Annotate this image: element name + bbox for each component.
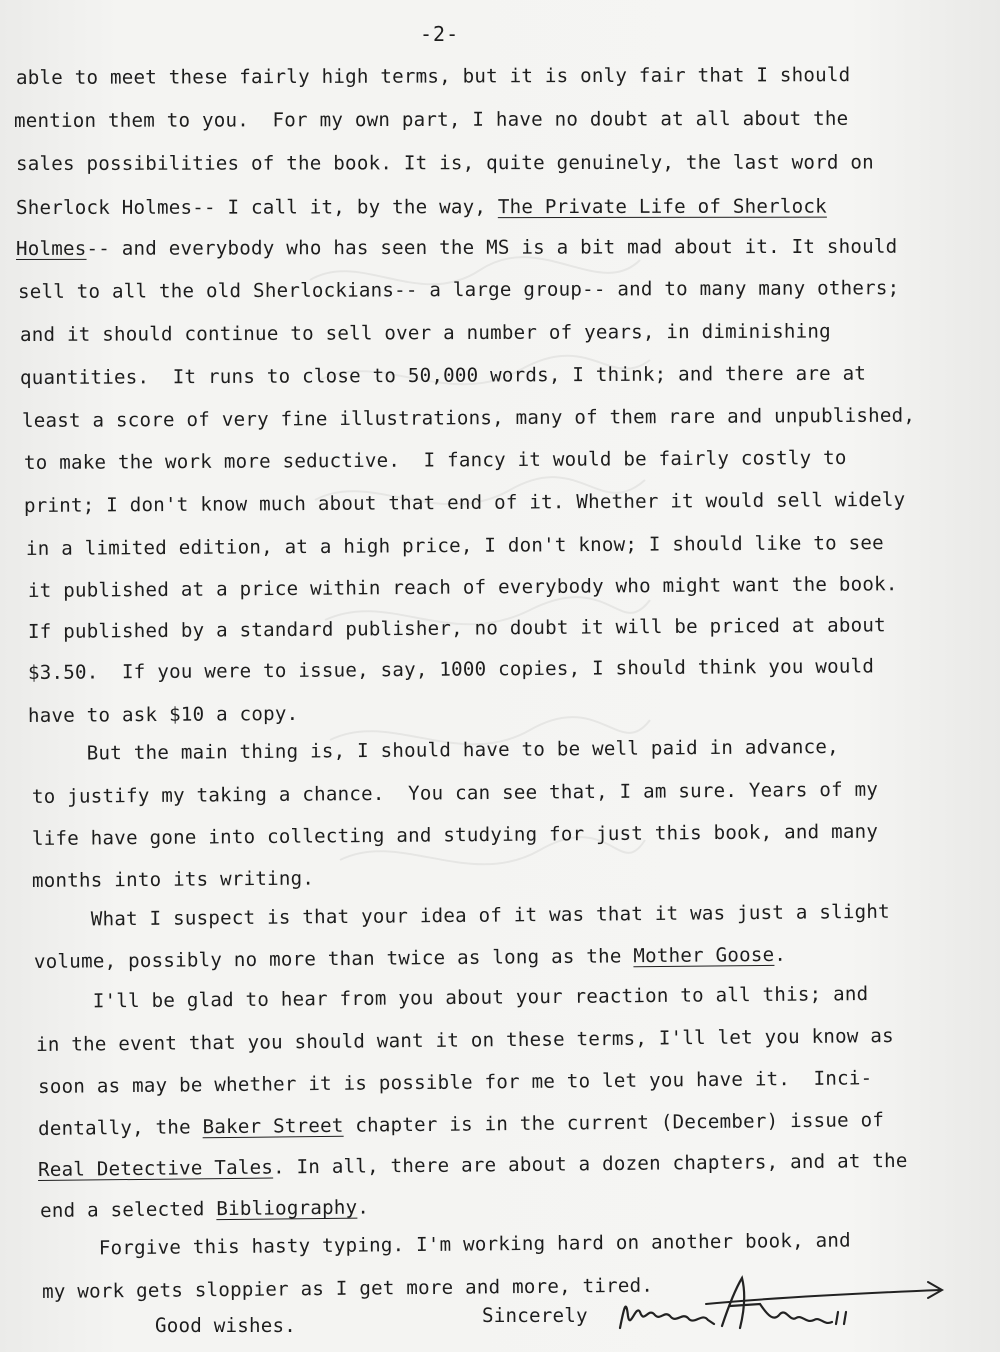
line-text: to make the work more seductive. I fancy it would be fairly costly to xyxy=(23,445,847,474)
line-text: -- and everybody who has seen the MS is a bit mad about it. It should xyxy=(86,234,898,260)
line-text: sell to all the old Sherlockians-- a large group-- and to many many others; xyxy=(17,276,900,303)
typed-line xyxy=(16,195,827,220)
underlined-title: Bibliography xyxy=(216,1195,358,1221)
line-text: sales possibilities of the book. It is, quite genuinely, the last word on xyxy=(15,150,874,175)
line-text: end a selected xyxy=(39,1197,217,1222)
typed-line xyxy=(20,362,866,390)
typed-line xyxy=(40,1196,369,1223)
typed-line xyxy=(28,702,298,728)
typed-line xyxy=(26,531,884,561)
typed-line xyxy=(32,778,878,809)
line-text: in the event that you should want it on these terms, I'll let you know as xyxy=(35,1024,894,1056)
underlined-title: Real Detective Tales xyxy=(37,1155,274,1181)
typed-line xyxy=(38,1066,873,1099)
line-text: volume, possibly no more than twice as long as the xyxy=(33,944,634,973)
typed-line xyxy=(16,235,897,261)
typed-line xyxy=(28,572,898,603)
typed-line xyxy=(36,1024,894,1057)
line-text: quantities. It runs to close to 50,000 words, I think; and there are at xyxy=(19,361,867,389)
line-text: . In all, there are about a dozen chapters, and at the xyxy=(272,1148,908,1179)
line-text: . xyxy=(357,1195,370,1219)
typed-line xyxy=(32,900,890,932)
typed-line xyxy=(14,107,848,133)
typed-line xyxy=(34,943,786,974)
typed-line xyxy=(38,1108,884,1141)
line-text: my work gets sloppier as I get more and more, tired. xyxy=(41,1273,654,1303)
typed-line xyxy=(32,820,878,851)
line-text: Sherlock Holmes-- I call it, by the way, xyxy=(15,195,498,219)
closing-sincerely: Sincerely xyxy=(482,1304,588,1327)
underlined-title: The Private Life of Sherlock xyxy=(497,194,827,219)
line-text: I'll be glad to hear from you about your reaction to all this; and xyxy=(33,981,869,1013)
line-text: and it should continue to sell over a number of years, in diminishing xyxy=(19,319,831,346)
typed-line xyxy=(40,1229,851,1261)
closing-good-wishes: Good wishes. xyxy=(155,1314,297,1337)
line-text: Forgive this hasty typing. I'm working hard on another book, and xyxy=(39,1228,851,1260)
typed-line xyxy=(42,1274,653,1304)
line-text: least a score of very fine illustrations, many of them rare and unpublished, xyxy=(21,403,916,432)
page-number: -2- xyxy=(420,22,460,46)
line-text: If published by a standard publisher, no doubt it will be priced at about xyxy=(27,613,886,643)
line-text: chapter is in the current (December) issue of xyxy=(343,1108,885,1137)
handwritten-signature xyxy=(610,1268,950,1340)
typed-line xyxy=(34,982,869,1014)
typed-line xyxy=(28,735,839,766)
line-text: What I suspect is that your idea of it was that it was just a slight xyxy=(31,899,890,931)
line-text: $3.50. If you were to issue, say, 1000 copies, I should think you would xyxy=(27,654,875,684)
line-text: have to ask $10 a copy. xyxy=(27,701,299,727)
typed-line xyxy=(28,654,874,685)
typed-line xyxy=(20,319,831,347)
typed-line xyxy=(24,446,847,475)
underlined-title: Baker Street xyxy=(202,1113,344,1139)
underlined-title: Mother Goose xyxy=(633,942,775,968)
line-text: But the main thing is, I should have to be well paid in advance, xyxy=(27,734,839,765)
typed-line xyxy=(24,488,906,518)
typed-line xyxy=(32,867,314,893)
line-text: print; I don't know much about that end of it. Whether it would sell widely xyxy=(23,487,906,517)
line-text: dentally, the xyxy=(37,1115,203,1140)
typed-line xyxy=(38,1149,908,1182)
line-text: mention them to you. For my own part, I have no doubt at all about the xyxy=(13,106,849,132)
typed-line xyxy=(28,613,886,644)
line-text: able to meet these fairly high terms, but it is only fair that I should xyxy=(15,63,851,89)
line-text: in a limited edition, at a high price, I don't know; I should like to see xyxy=(25,531,884,560)
line-text: to justify my taking a chance. You can see that, I am sure. Years of my xyxy=(31,777,879,808)
line-text: months into its writing. xyxy=(31,866,315,892)
line-text: life have gone into collecting and studying for just this book, and many xyxy=(31,819,879,850)
underlined-title: Holmes xyxy=(15,236,87,260)
typed-line xyxy=(18,276,899,304)
typed-line xyxy=(16,151,874,176)
line-text: . xyxy=(774,942,787,966)
typed-line xyxy=(22,404,915,433)
line-text: it published at a price within reach of everybody who might want the book. xyxy=(27,572,898,602)
line-text: soon as may be whether it is possible for me to let you have it. Inci- xyxy=(37,1066,873,1098)
typed-line xyxy=(16,63,850,90)
